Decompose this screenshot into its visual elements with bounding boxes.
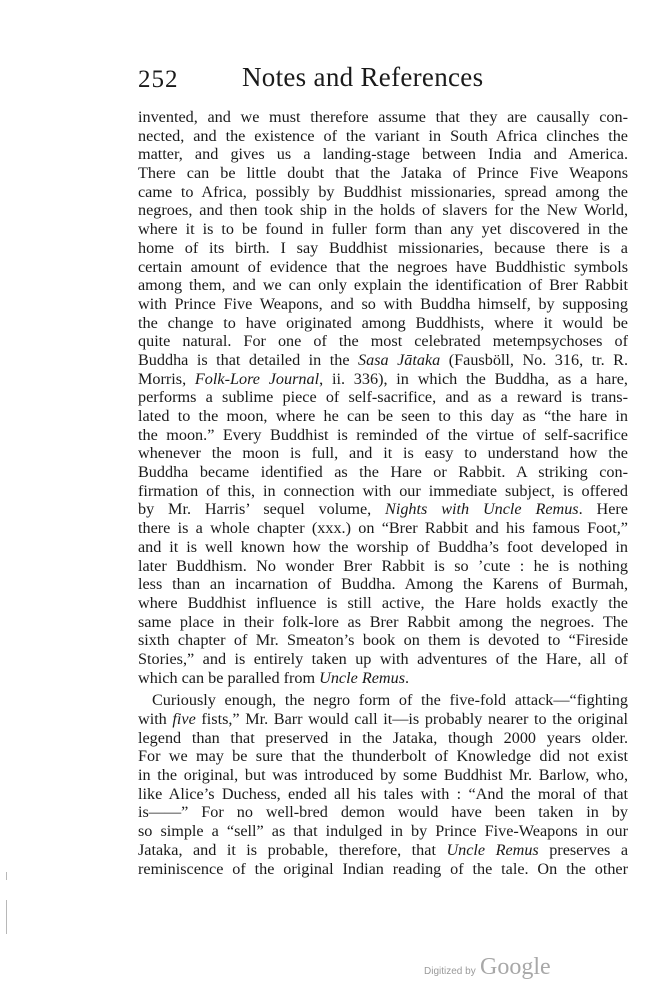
running-head: Notes and References	[242, 62, 484, 92]
text-line: lated to the moon, where he can be seen to this day as “the hare in	[138, 407, 628, 425]
text-line: there is a whole chapter (xxx.) on “Brer Rabbit and his famous Foot,”	[138, 519, 628, 538]
text-line: so simple a “sell” as that indulged in by Prince Five-Weapons in our	[138, 822, 628, 841]
text-line: For we may be sure that the thunderbolt of Knowledge did not exist	[138, 747, 628, 766]
body-text	[138, 108, 628, 878]
text-line: Stories,” and is entirely taken up with adventures of the Hare, all of	[138, 649, 628, 668]
page-header	[138, 62, 628, 96]
text-line: quite natural. For one of the most celebrated metempsychoses of	[138, 332, 628, 351]
text-line: later Buddhism. No wonder Brer Rabbit is so ’cute : he is nothing	[138, 556, 628, 575]
text-line: legend than that preserved in the Jataka, though 2000 years older.	[138, 728, 628, 747]
text-line: matter, and gives us a landing-stage between India and America.	[138, 145, 628, 164]
text-line: which can be paralled from Uncle Remus.	[138, 668, 410, 687]
text-line: where it is to be found in fuller form than any yet discovered in the	[138, 220, 628, 239]
text-line: Curiously enough, the negro form of the five-fold attack—“fighting	[152, 691, 628, 710]
text-line: Morris, Folk-Lore Journal, ii. 336), in which the Buddha, as a hare,	[138, 369, 628, 388]
text-line: by Mr. Harris’ sequel volume, Nights with Uncle Remus. Here	[138, 500, 628, 519]
text-line: with Prince Five Weapons, and so with Buddha himself, by supposing	[138, 294, 628, 313]
text-line: sixth chapter of Mr. Smeaton’s book on them is devoted to “Fireside	[138, 631, 628, 650]
text-line: in the original, but was introduced by some Buddhist Mr. Barlow, who,	[138, 766, 628, 785]
text-line: performs a sublime piece of self-sacrifice, and as a reward is trans-	[138, 388, 628, 407]
text-line: with five fists,” Mr. Barr would call it—is probably nearer to the original	[138, 710, 628, 728]
text-line: the change to have originated among Buddhists, where it would be	[138, 313, 628, 332]
text-line: home of its birth. I say Buddhist missionaries, because there is a	[138, 238, 628, 257]
text-line: Buddha became identified as the Hare or Rabbit. A striking con-	[138, 463, 628, 482]
scan-margin-mark	[6, 900, 7, 934]
text-line: where Buddhist influence is still active, the Hare holds exactly the	[138, 593, 628, 612]
page-number: 252	[138, 66, 179, 93]
text-line: firmation of this, in connection with our immediate subject, is offered	[138, 481, 628, 500]
text-line: whenever the moon is full, and it is easy to understand how the	[138, 444, 628, 463]
scan-margin-mark	[6, 872, 7, 880]
text-line: is——” For no well-bred demon would have been taken in by	[138, 803, 628, 822]
text-line: less than an incarnation of Buddha. Among the Karens of Burmah,	[138, 575, 628, 594]
text-line: and it is well known how the worship of Buddha’s foot developed in	[138, 537, 628, 556]
text-line: same place in their folk-lore as Brer Rabbit among the negroes. The	[138, 612, 628, 631]
digitization-watermark	[424, 954, 564, 984]
text-line: Buddha is that detailed in the Sasa Jātaka (Fausböll, No. 316, tr. R.	[138, 350, 629, 369]
text-line: came to Africa, possibly by Buddhist missionaries, spread among the	[138, 182, 628, 201]
text-line: nected, and the existence of the variant in South Africa clinches the	[138, 126, 628, 145]
text-line: certain amount of evidence that the negroes have Buddhistic symbols	[138, 257, 628, 276]
text-line: Jataka, and it is probable, therefore, that Uncle Remus preserves a	[138, 840, 629, 859]
text-line: There can be little doubt that the Jataka of Prince Five Weapons	[138, 164, 628, 183]
text-line: invented, and we must therefore assume that they are causally con-	[138, 108, 628, 126]
text-line: like Alice’s Duchess, ended all his tales with : “And the moral of that	[138, 784, 628, 803]
google-logo: Google	[480, 954, 551, 980]
text-line: the moon.” Every Buddhist is reminded of the virtue of self-sacrifice	[138, 425, 628, 444]
text-line: among them, and we can only explain the identification of Brer Rabbit	[138, 276, 628, 295]
watermark-prefix: Digitized by	[424, 966, 476, 977]
text-line: negroes, and then took ship in the holds of slavers for the New World,	[138, 201, 628, 220]
text-line: reminiscence of the original Indian reading of the tale. On the other	[138, 859, 628, 878]
